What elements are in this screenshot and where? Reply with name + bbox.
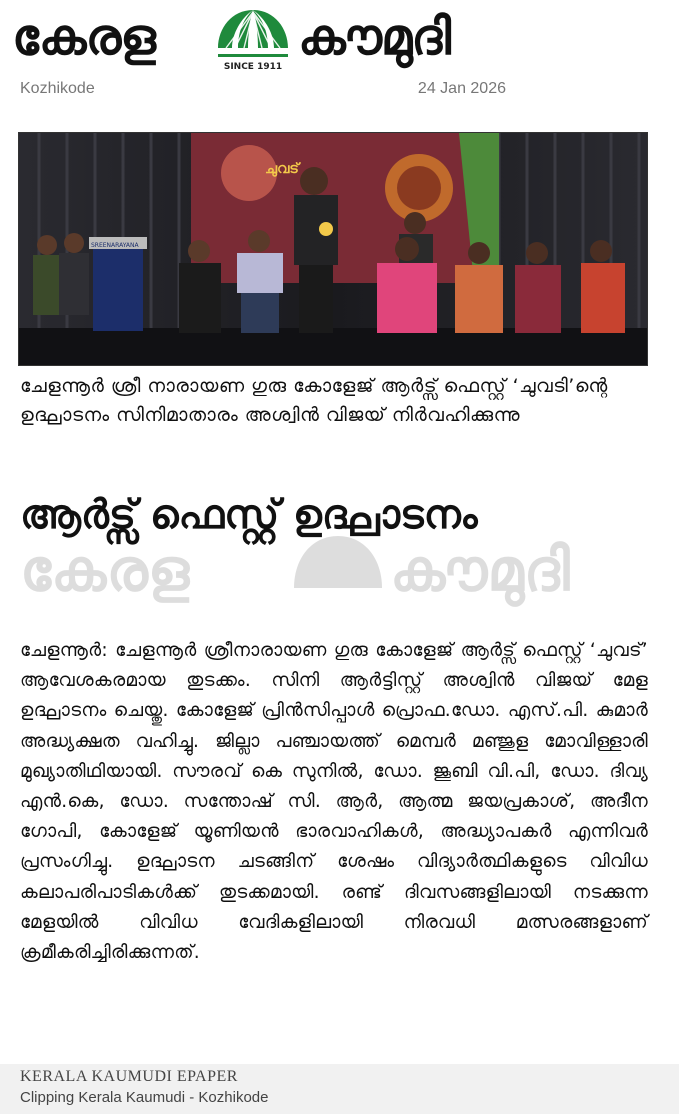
masthead — [0, 0, 679, 110]
news-photo — [18, 132, 648, 366]
footer-clipping-source: Clipping Kerala Kaumudi - Kozhikode — [20, 1089, 269, 1106]
stage-scene-image — [19, 133, 647, 365]
edition-label: Kozhikode — [20, 80, 95, 97]
watermark-text-kaumudi: കൗമുദി — [390, 536, 570, 604]
watermark-emblem-icon — [288, 532, 388, 612]
footer — [0, 1064, 679, 1114]
article-body: ചേളന്നൂർ: ചേളന്നൂർ ശ്രീനാരായണ ഗുരു കോളേജ് ആർട്സ് ഫെസ്റ്റ് ‘ചുവട്’ ആവേശകരമായ തുടക്കം. സിനി ആർട്ടിസ്റ്റ് അശ്വിൻ വിജയ് മേള ഉദ്ഘാടനം ചെയ്തു. കോളേജ് പ്രിൻസിപ്പാൾ പ്രൊഫ.ഡോ. എസ്.പി. കുമാർ അദ്ധ്യക്ഷത വഹിച്ചു. ജില്ലാ പഞ്ചായത്ത് മെമ്പർ മഞ്ജുള മോവിള്ളാരി മുഖ്യാതിഥിയായി. സൗരവ് കെ സുനിൽ, ഡോ. ജൂബി വി.പി, ഡോ. ദിവ്യ എൻ.കെ, ഡോ. സന്തോഷ് സി. ആർ, ആത്മ ജയപ്രകാശ്, അദീന ഗോപി, കോളേജ് യൂണിയൻ ഭാരവാഹികൾ, അദ്ധ്യാപകർ എന്നിവർ പ്രസംഗിച്ചു. ഉദ്ഘാടന ചടങ്ങിന് ശേഷം വിദ്യാർത്ഥികളുടെ വിവിധ കലാപരിപാടികൾക്ക് തുടക്കമായി. രണ്ട് ദിവസങ്ങളിലായി നടക്കുന്ന മേളയിൽ വിവിധ വേദികളിലായി നിരവധി മത്സരങ്ങളാണ് ക്രമീകരിച്ചിരിക്കുന്നത്. — [20, 640, 648, 964]
date-label: 24 Jan 2026 — [417, 80, 506, 97]
watermark-text-kerala: കേരള — [20, 536, 190, 604]
footer-brand: KERALA KAUMUDI EPAPER — [20, 1068, 238, 1085]
logo-text-kerala: കേരള — [12, 8, 155, 66]
logo-text-kaumudi: കൗമുദി — [298, 8, 451, 66]
article-headline: ആർട്സ് ഫെസ്റ്റ് ഉദ്ഘാടനം — [20, 492, 478, 538]
watermark — [20, 530, 660, 620]
podium — [93, 241, 143, 331]
photo-caption: ചേളന്നൂർ ശ്രീ നാരായണ ഗുരു കോളേജ് ആർട്സ് ഫെസ്റ്റ് ‘ചുവടി’ന്റെ ഉദ്ഘാടനം സിനിമാതാരം അശ്വിൻ വിജയ് നിർവഹിക്കുന്നു — [20, 375, 608, 426]
podium-label: SREENARAYANA — [91, 242, 139, 249]
since-label: SINCE 1911 — [223, 62, 283, 72]
banner-text: ചുവട് — [265, 161, 299, 177]
